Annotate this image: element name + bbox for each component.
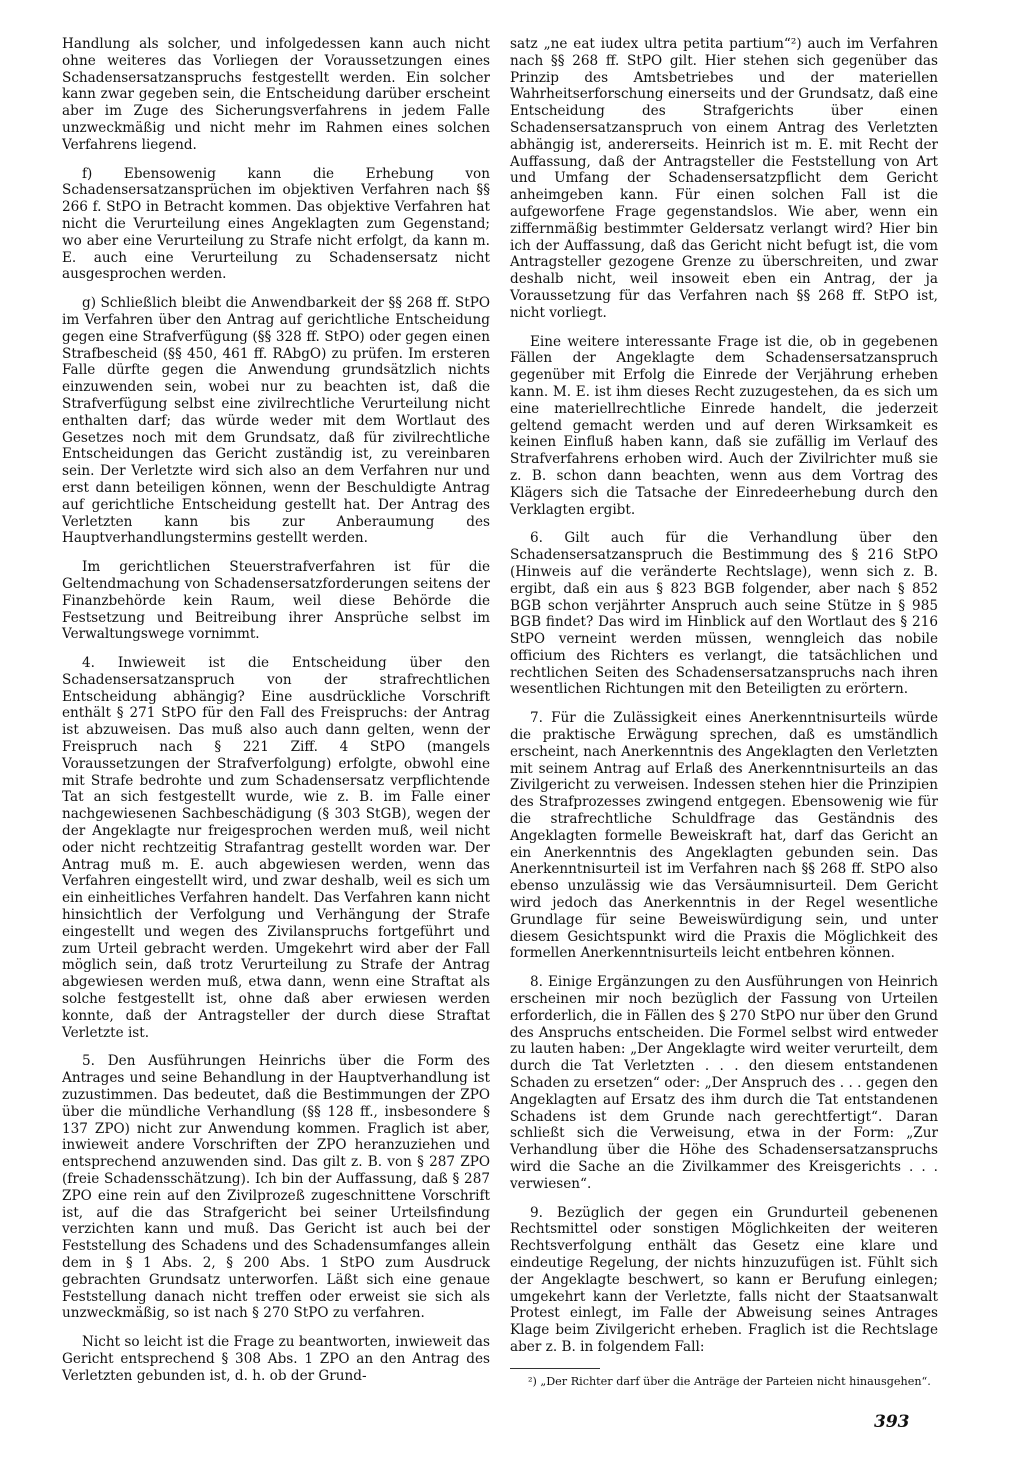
footnote-divider	[510, 1368, 600, 1369]
paragraph: satz „ne eat iudex ultra petita partium“²) auch im Verfahren nach §§ 268 ff. StPO gilt. Hier stehen sich gegenüber das Prinzip des Amtsbetriebes und der materiellen Wahrheitserforschung einerseits und der Grundsatz, daß eine Entscheidung des Strafgerichts über einen Schadensersatzanspruch von einem Antrag des Verletzten abhängig ist, andererseits. Heinrich ist m. E. mit Recht der Auffassung, daß der Antragsteller die Feststellung von Art und Umfang der Schadensersatzpflicht dem Gericht anheimgeben kann. Für einen solchen Fall ist die aufgeworfene Frage gegenstandslos. Wie aber, wenn ein ziffernmäßig bestimmter Geldersatz verlangt wird? Hier bin ich der Auffassung, daß das Gericht nicht befugt ist, die vom Antragsteller gezogene Grenze zu überschreiten, und zwar deshalb nicht, weil insoweit eben ein Antrag, der ja Voraussetzung für das Verfahren nach §§ 268 ff. StPO ist, nicht vorliegt.	[510, 36, 938, 321]
paragraph: 9. Bezüglich der gegen ein Grundurteil gebenenen Rechtsmittel oder sonstigen Möglichkeiten der weiteren Rechtsverfolgung enthält das Gesetz eine klare und eindeutige Regelung, der nichts hinzuzufügen ist. Fühlt sich der Angeklagte beschwert, so kann er Berufung einlegen; umgekehrt kann der Verletzte, falls nicht der Staatsanwalt Protest einlegt, im Falle der Abweisung seines Antrages Klage beim Zivilgericht erheben. Fraglich ist die Rechtslage aber z. B. in folgendem Fall:	[510, 1204, 938, 1355]
paragraph: Eine weitere interessante Frage ist die, ob in gegebenen Fällen der Angeklagte dem Schadensersatzanspruch gegenüber mit Erfolg die Einrede der Verjährung erheben kann. M. E. ist ihm dieses Recht zuzugestehen, da es sich um eine materiellrechtliche Einrede handelt, die jederzeit geltend gemacht werden und auf deren Wirksamkeit es keinen Einfluß haben kann, daß sie zufällig im Verlauf des Strafverfahrens erhoben wird. Auch der Zivilrichter muß sie z. B. schon dann beachten, wenn aus dem Vortrag des Klägers sich die Tatsache der Einredeerhebung durch den Verklagten ergibt.	[510, 333, 938, 518]
paragraph: 4. Inwieweit ist die Entscheidung über den Schadensersatzanspruch von der strafrechtlichen Entscheidung abhängig? Eine ausdrückliche Vorschrift enthält § 271 StPO für den Fall des Freispruchs: der Antrag ist abzuweisen. Das muß also auch dann gelten, wenn der Freispruch nach § 221 Ziff. 4 StPO (mangels Voraussetzungen der Strafverfolgung) erfolgte, obwohl eine mit Strafe bedrohte und zum Schadensersatz verpflichtende Tat an sich festgestellt wurde, wie z. B. im Falle einer nachgewiesenen Sachbeschädigung (§ 303 StGB), wegen der der Angeklagte nur freigesprochen werden muß, weil nicht oder nicht rechtzeitig Strafantrag gestellt worden war. Der Antrag muß m. E. auch abgewiesen werden, wenn das Verfahren eingestellt wird, und zwar deshalb, weil es sich um ein einheitliches Verfahren handelt. Das Verfahren kann nicht hinsichtlich der Verfolgung und Verhängung der Strafe eingestellt und wegen des Zivilanspruchs fortgeführt und zum Urteil gebracht werden. Umgekehrt wird aber der Fall möglich sein, daß trotz Verurteilung zu Strafe der Antrag abgewiesen werden muß, etwa dann, wenn eine Straftat als solche festgestellt ist, ohne daß aber erwiesen werden konnte, daß der Antragsteller der durch diese Straftat Verletzte ist.	[62, 655, 490, 1041]
footnote: ²) „Der Richter darf über die Anträge der Parteien nicht hinausgehen“.	[528, 1374, 931, 1388]
paragraph: 8. Einige Ergänzungen zu den Ausführungen von Heinrich erscheinen mir noch bezüglich der Fassung von Urteilen erforderlich, die in Fällen des § 270 StPO nur über den Grund des Anspruchs entscheiden. Die Formel selbst wird entweder zu lauten haben: „Der Angeklagte wird weiter verurteilt, dem durch die Tat Verletzten . . . den diesem entstandenen Schaden zu ersetzen“ oder: „Der Anspruch des . . . gegen den Angeklagten auf Ersatz des ihm durch die Tat entstandenen Schadens ist dem Grunde nach gerechtfertigt“. Daran schließt sich die Verweisung, etwa in der Form: „Zur Verhandlung über die Höhe des Schadensersatzanspruchs wird die Sache an die Zivilkammer des Kreisgerichts . . . verwiesen“.	[510, 974, 938, 1192]
paragraph: 5. Den Ausführungen Heinrichs über die Form des Antrages und seine Behandlung in der Hauptverhandlung ist zuzustimmen. Das bedeutet, daß die Bestimmungen der ZPO über die mündliche Verhandlung (§§ 128 ff., insbesondere § 137 ZPO) nicht zur Anwendung kommen. Fraglich ist aber, inwieweit andere Vorschriften der ZPO heranzuziehen und entsprechend anzuwenden sind. Das gilt z. B. von § 287 ZPO (freie Schadensschätzung). Ich bin der Auffassung, daß § 287 ZPO eine rein auf den Zivilprozeß zugeschnittene Vorschrift ist, auf die das Strafgericht bei seiner Urteilsfindung verzichten kann und muß. Das Gericht ist auch bei der Feststellung des Schadens und des Schadensumfanges allein dem in § 1 Abs. 2, § 200 Abs. 1 StPO zum Ausdruck gebrachten Grundsatz unterworfen. Läßt sich eine genaue Feststellung danach nicht treffen oder erweist sie sich als unzweckmäßig, so ist nach § 270 StPO zu verfahren.	[62, 1053, 490, 1322]
paragraph: g) Schließlich bleibt die Anwendbarkeit der §§ 268 ff. StPO im Verfahren über den Antrag auf gerichtliche Entscheidung gegen eine Strafverfügung (§§ 328 ff. StPO) oder gegen einen Strafbescheid (§§ 450, 461 ff. RAbgO) zu prüfen. Im ersteren Falle dürfte gegen die Anwendung grundsätzlich nichts einzuwenden sein, wobei nur zu beachten ist, daß die Strafverfügung selbst eine zivilrechtliche Verurteilung nicht enthalten darf; das würde weder mit dem Wortlaut des Gesetzes noch mit dem Grundsatz, daß für zivilrechtliche Entscheidungen das Gericht zuständig ist, zu vereinbaren sein. Der Verletzte wird sich also an dem Verfahren nur und erst dann beteiligen können, wenn der Beschuldigte Antrag auf gerichtliche Entscheidung gestellt hat. Der Antrag des Verletzten kann bis zur Anberaumung des Hauptverhandlungstermins gestellt werden.	[62, 295, 490, 547]
left-column	[62, 36, 490, 1397]
paragraph: 6. Gilt auch für die Verhandlung über den Schadensersatzanspruch die Bestimmung des § 216 StPO (Hinweis auf die veränderte Rechtslage), wenn sich z. B. ergibt, daß ein aus § 823 BGB folgender, aber nach § 852 BGB schon verjährter Anspruch auch seine Stütze in § 985 BGB findet? Das wird im Hinblick auf den Wortlaut des § 216 StPO verneint werden müssen, wenngleich das nobile officium des Richters es verlangt, die tatsächlichen und rechtlichen Seiten des Schadensersatzanspruchs nach ihren wesentlichen Richtungen mit den Beteiligten zu erörtern.	[510, 530, 938, 698]
paragraph: Handlung als solcher, und infolgedessen kann auch nicht ohne weiteres das Vorliegen der Voraussetzungen eines Schadensersatzanspruchs festgestellt werden. Ein solcher kann zwar gegeben sein, die Entscheidung darüber erscheint aber im Zuge des Sicherungsverfahrens in jedem Falle unzweckmäßig und nicht mehr im Rahmen eines solchen Verfahrens liegend.	[62, 36, 490, 153]
paragraph: f) Ebensowenig kann die Erhebung von Schadensersatzansprüchen im objektiven Verfahren nach §§ 266 f. StPO in Betracht kommen. Das objektive Verfahren hat nicht die Verurteilung eines Angeklagten zum Gegenstand; wo aber eine Verurteilung zu Strafe nicht erfolgt, da kann m. E. auch eine Verurteilung zu Schadensersatz nicht ausgesprochen werden.	[62, 165, 490, 283]
paragraph: Nicht so leicht ist die Frage zu beantworten, inwieweit das Gericht entsprechend § 308 Abs. 1 ZPO an den Antrag des Verletzten gebunden ist, d. h. ob der Grund-	[62, 1334, 490, 1384]
paragraph: 7. Für die Zulässigkeit eines Anerkenntnisurteils würde die praktische Erwägung sprechen, daß es umständlich erscheint, nach Anerkenntnis des Angeklagten den Verletzten mit seinem Antrag auf Erlaß des Anerkenntnisurteils an das Zivilgericht zu verweisen. Indessen stehen hier die Prinzipien des Strafprozesses zwingend entgegen. Ebensowenig wie für die strafrechtliche Schuldfrage das Geständnis des Angeklagten formelle Beweiskraft hat, darf das Gericht an ein Anerkenntnis des Angeklagten gebunden sein. Das Anerkenntnisurteil ist im Verfahren nach §§ 268 ff. StPO also ebenso unzulässig wie das Versäumnisurteil. Dem Gericht wird jedoch das Anerkenntnis in der Regel wesentliche Grundlage für seine Beweiswürdigung sein, und unter diesem Gesichtspunkt wird die Praxis die Möglichkeit des formellen Anerkenntnisurteils leicht entbehren können.	[510, 710, 938, 962]
right-column	[510, 36, 938, 1389]
page-number: 393	[874, 1412, 910, 1432]
paragraph: Im gerichtlichen Steuerstrafverfahren ist für die Geltendmachung von Schadensersatzforderungen seitens der Finanzbehörde kein Raum, weil diese Behörde die Festsetzung und Beitreibung ihrer Ansprüche selbst im Verwaltungswege vornimmt.	[62, 559, 490, 643]
